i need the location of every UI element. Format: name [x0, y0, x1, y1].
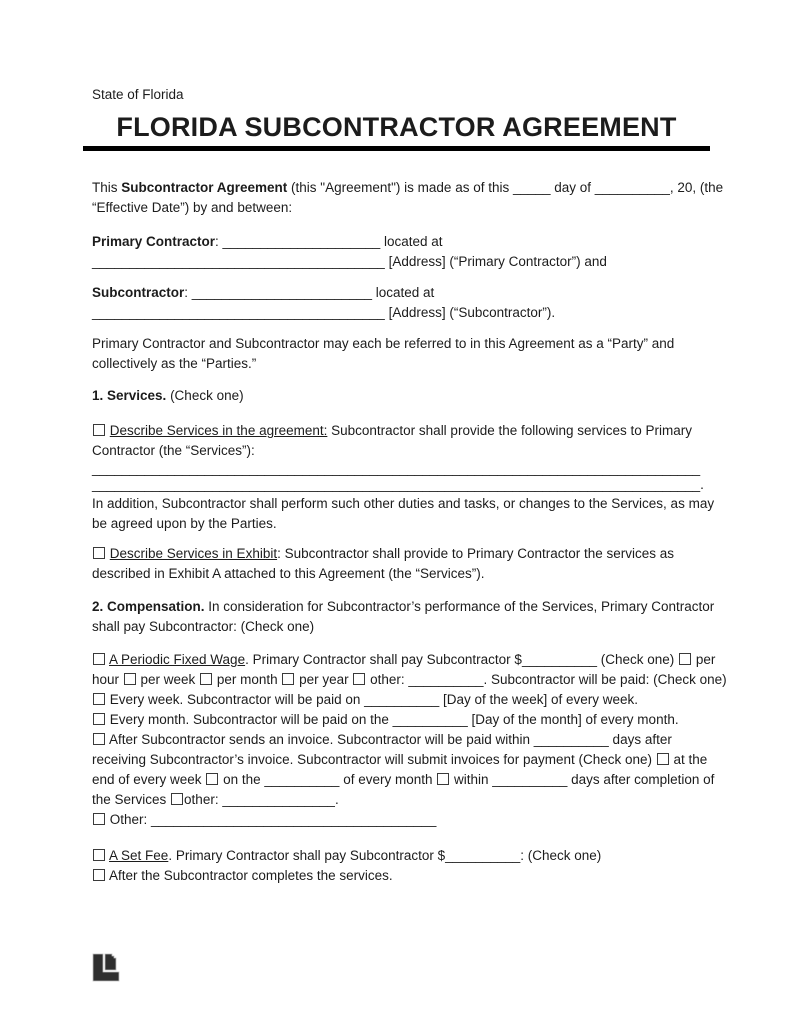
services-blank-lines-line: [92, 461, 701, 477]
checkbox-icon: [93, 713, 105, 725]
text-run: per week: [136, 672, 200, 687]
checkbox-icon: [206, 773, 218, 785]
text-run: . Primary Contractor shall pay Subcontractor $__________ (Check one): [245, 652, 679, 667]
text-run: per month: [213, 672, 282, 687]
periodic-wage-item-line: [92, 670, 727, 690]
checkbox-icon: [93, 424, 105, 436]
document-body: [92, 178, 727, 886]
page-title: FLORIDA SUBCONTRACTOR AGREEMENT: [83, 112, 710, 151]
checkbox-icon: [93, 813, 105, 825]
text-run: within __________ days after completion of: [450, 772, 715, 787]
text-run: Subcontractor shall provide the following services to Primary: [327, 423, 693, 438]
text-run: per: [692, 652, 716, 667]
text-run: This: [92, 180, 122, 195]
primary-contractor-block-line: [92, 252, 701, 272]
periodic-wage-item-line: [92, 810, 701, 830]
text-run: per year: [295, 672, 353, 687]
subcontractor-block-line: [92, 303, 701, 323]
checkbox-icon: [200, 673, 212, 685]
describe-exhibit-item-line: [92, 564, 701, 584]
periodic-wage-item-line: [92, 650, 716, 670]
text-run: on the __________ of every month: [219, 772, 437, 787]
legaltemplates-logo: [90, 952, 122, 984]
checkbox-icon: [124, 673, 136, 685]
describe-exhibit-item-line: [92, 544, 701, 564]
compensation-heading-line: [92, 617, 701, 637]
services-blank-lines: [92, 461, 704, 493]
text-run: 1. Services.: [92, 388, 167, 403]
text-run: other: __________. Subcontractor will be paid: (Check one): [366, 672, 727, 687]
periodic-wage-item-line: [92, 750, 708, 770]
text-run: _______________________________________ [Address] (“Primary Contractor”) and: [92, 254, 607, 269]
in-addition-paragraph: [92, 494, 715, 534]
text-run: In consideration for Subcontractor’s performance of the Services, Primary Contractor: [204, 599, 715, 614]
checkbox-icon: [657, 753, 669, 765]
text-run: _________________________________________________________________________________.: [92, 477, 704, 492]
text-run: A Set Fee: [109, 848, 169, 863]
text-run: described in Exhibit A attached to this Agreement (the “Services”).: [92, 566, 485, 581]
primary-contractor-block: [92, 232, 701, 272]
periodic-wage-item-line: [92, 730, 701, 750]
checkbox-icon: [93, 869, 105, 881]
text-run: shall pay Subcontractor: (Check one): [92, 619, 315, 634]
parties-paragraph: [92, 334, 701, 374]
in-addition-paragraph-line: [92, 514, 701, 534]
text-run: Describe Services in Exhibit: [109, 546, 278, 561]
set-fee-item-line: [92, 846, 701, 866]
checkbox-icon: [93, 693, 105, 705]
subcontractor-block-line: [92, 283, 701, 303]
compensation-heading-line: [92, 597, 715, 617]
text-run: : _____________________ located at: [215, 234, 443, 249]
text-run: Subcontractor: [92, 285, 185, 300]
text-run: Primary Contractor and Subcontractor may each be referred to in this Agreement as a “Party” and: [92, 336, 675, 351]
text-run: . Primary Contractor shall pay Subcontractor $__________: (Check one): [168, 848, 602, 863]
periodic-wage-item: [92, 650, 727, 830]
services-heading-line: [92, 386, 701, 406]
text-run: be agreed upon by the Parties.: [92, 516, 277, 531]
periodic-wage-item-line: [92, 790, 701, 810]
text-run: _________________________________________________________________________________: [92, 461, 701, 476]
text-run: _______________________________________ [Address] (“Subcontractor”).: [92, 305, 556, 320]
describe-exhibit-item: [92, 544, 701, 584]
text-run: Every month. Subcontractor will be paid on the __________ [Day of the month] of every month.: [106, 712, 679, 727]
text-run: collectively as the “Parties.”: [92, 356, 257, 371]
intro-paragraph-line: [92, 198, 701, 218]
checkbox-icon: [93, 547, 105, 559]
text-run: Contractor (the “Services”):: [92, 443, 255, 458]
services-blank-lines-line: [92, 477, 704, 493]
periodic-wage-item-line: [92, 770, 715, 790]
text-run: hour: [92, 672, 123, 687]
checkbox-icon: [679, 653, 691, 665]
checkbox-icon: [437, 773, 449, 785]
text-run: In addition, Subcontractor shall perform such other duties and tasks, or changes to the Services, as may: [92, 496, 715, 511]
text-run: Every week. Subcontractor will be paid on __________ [Day of the week] of every week.: [106, 692, 639, 707]
text-run: 2. Compensation.: [92, 599, 205, 614]
checkbox-icon: [353, 673, 365, 685]
periodic-wage-item-line: [92, 710, 701, 730]
checkbox-icon: [93, 849, 105, 861]
text-run: : Subcontractor shall provide to Primary Contractor the services as: [277, 546, 675, 561]
text-run: After Subcontractor sends an invoice. Subcontractor will be paid within __________ days after: [106, 732, 672, 747]
describe-agreement-item-line: [92, 441, 701, 461]
parties-paragraph-line: [92, 334, 701, 354]
periodic-wage-item-line: [92, 690, 701, 710]
text-run: Describe Services in the agreement:: [109, 423, 328, 438]
text-run: other: _______________.: [184, 792, 339, 807]
checkbox-icon: [282, 673, 294, 685]
subcontractor-block: [92, 283, 701, 323]
in-addition-paragraph-line: [92, 494, 715, 514]
checkbox-icon: [93, 653, 105, 665]
text-run: end of every week: [92, 772, 206, 787]
legaltemplates-logo-icon: [90, 952, 122, 984]
describe-agreement-item-line: [92, 421, 701, 441]
text-run: receiving Subcontractor’s invoice. Subcontractor will submit invoices for payment (Check one): [92, 752, 656, 767]
services-heading: [92, 386, 701, 406]
describe-agreement-item: [92, 421, 701, 461]
text-run: “Effective Date”) by and between:: [92, 200, 293, 215]
set-fee-item: [92, 846, 701, 886]
intro-paragraph-line: [92, 178, 724, 198]
text-run: : ________________________ located at: [184, 285, 435, 300]
text-run: (this "Agreement") is made as of this _____ day of __________, 20, (the: [287, 180, 724, 195]
intro-paragraph: [92, 178, 724, 218]
primary-contractor-block-line: [92, 232, 701, 252]
text-run: A Periodic Fixed Wage: [109, 652, 246, 667]
text-run: (Check one): [166, 388, 244, 403]
compensation-heading: [92, 597, 715, 637]
set-fee-item-line: [92, 866, 701, 886]
text-run: Other: ______________________________________: [106, 812, 437, 827]
text-run: Primary Contractor: [92, 234, 216, 249]
text-run: Subcontractor Agreement: [121, 180, 288, 195]
parties-paragraph-line: [92, 354, 701, 374]
state-line: State of Florida: [92, 87, 184, 102]
text-run: After the Subcontractor completes the services.: [106, 868, 393, 883]
text-run: at the: [669, 752, 708, 767]
text-run: the Services: [92, 792, 171, 807]
checkbox-icon: [171, 793, 183, 805]
checkbox-icon: [93, 733, 105, 745]
